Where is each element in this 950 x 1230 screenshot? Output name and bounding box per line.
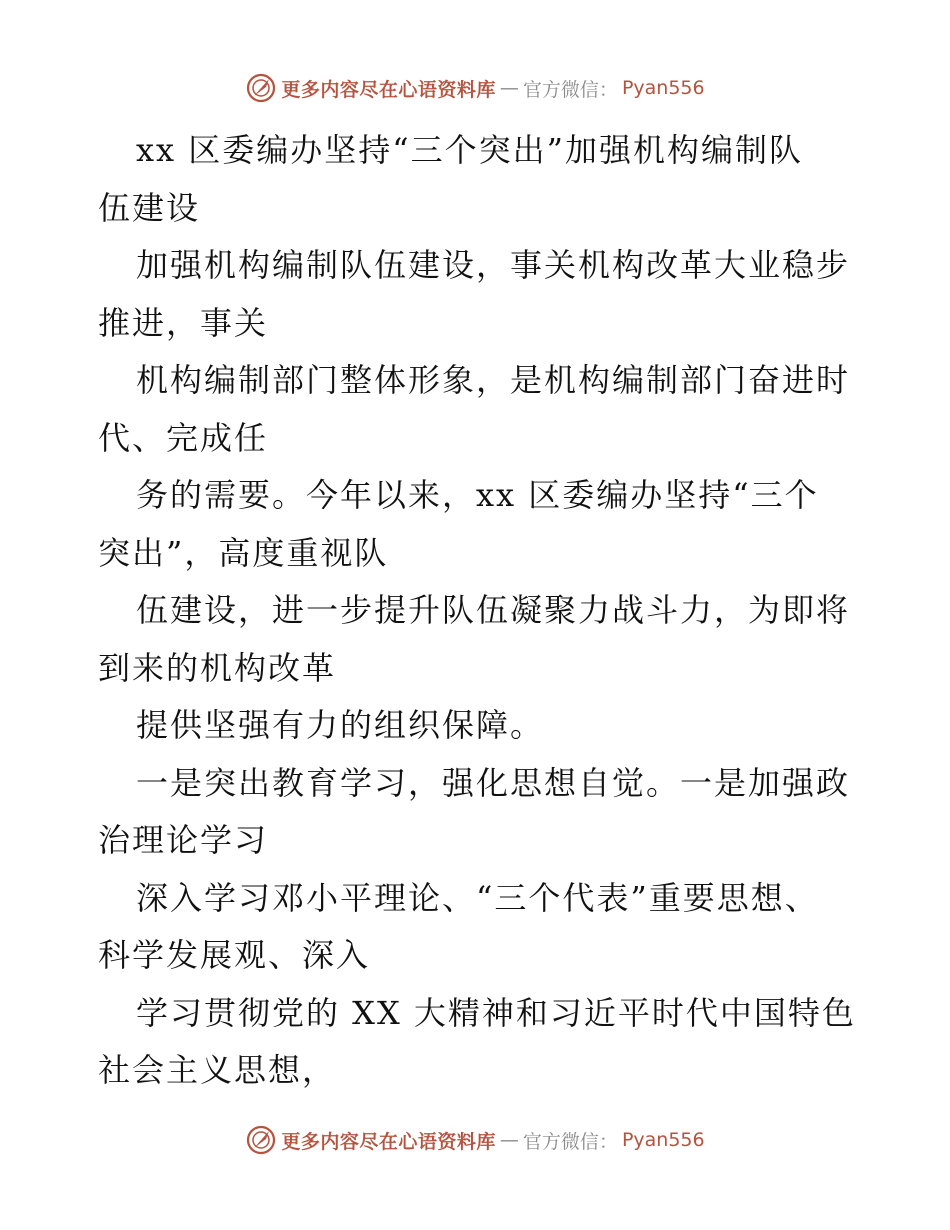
watermark-label: 官方微信： [522,78,618,101]
watermark-dash: — [499,77,519,99]
text-line: 务的需要。今年以来，xx 区委编办坚持“三个 [136,476,819,514]
text-line: 一是突出教育学习，强化思想自觉。一是加强政 [136,763,851,802]
quill-logo-icon [245,72,277,104]
text-line: 科学发展观、深入 [98,936,371,974]
header-watermark [0,72,950,104]
text-line: 社会主义思想， [98,1051,337,1089]
watermark-brand: 更多内容尽在心语资料库 [281,1130,496,1153]
footer-watermark [0,1124,950,1156]
text-line: 提供坚强有力的组织保障。 [136,706,545,744]
text-line: xx 区委编办坚持“三个突出”加强机构编制队 [136,131,803,169]
text-line: 治理论学习 [98,821,269,859]
text-line: 学习贯彻党的 XX 大精神和习近平时代中国特色 [136,993,856,1032]
text-line: 机构编制部门整体形象，是机构编制部门奋进时 [136,361,851,399]
watermark-id: Pyan556 [621,1129,705,1151]
text-line: 突出”，高度重视队 [98,533,389,572]
text-line: 加强机构编制队伍建设，事关机构改革大业稳步 [136,246,851,284]
text-line: 推进，事关 [98,303,269,342]
watermark-label: 官方微信： [522,1130,618,1153]
text-line: 伍建设，进一步提升队伍凝聚力战斗力，为即将 [136,591,851,629]
document-body [98,122,858,1100]
text-line: 到来的机构改革 [98,648,337,687]
watermark-brand: 更多内容尽在心语资料库 [281,78,496,101]
text-line: 深入学习邓小平理论、“三个代表”重要思想、 [136,878,819,917]
text-line: 伍建设 [98,188,201,227]
text-line: 代、完成任 [98,418,269,457]
watermark-id: Pyan556 [621,77,705,99]
quill-logo-icon [245,1124,277,1156]
watermark-dash: — [499,1129,519,1151]
